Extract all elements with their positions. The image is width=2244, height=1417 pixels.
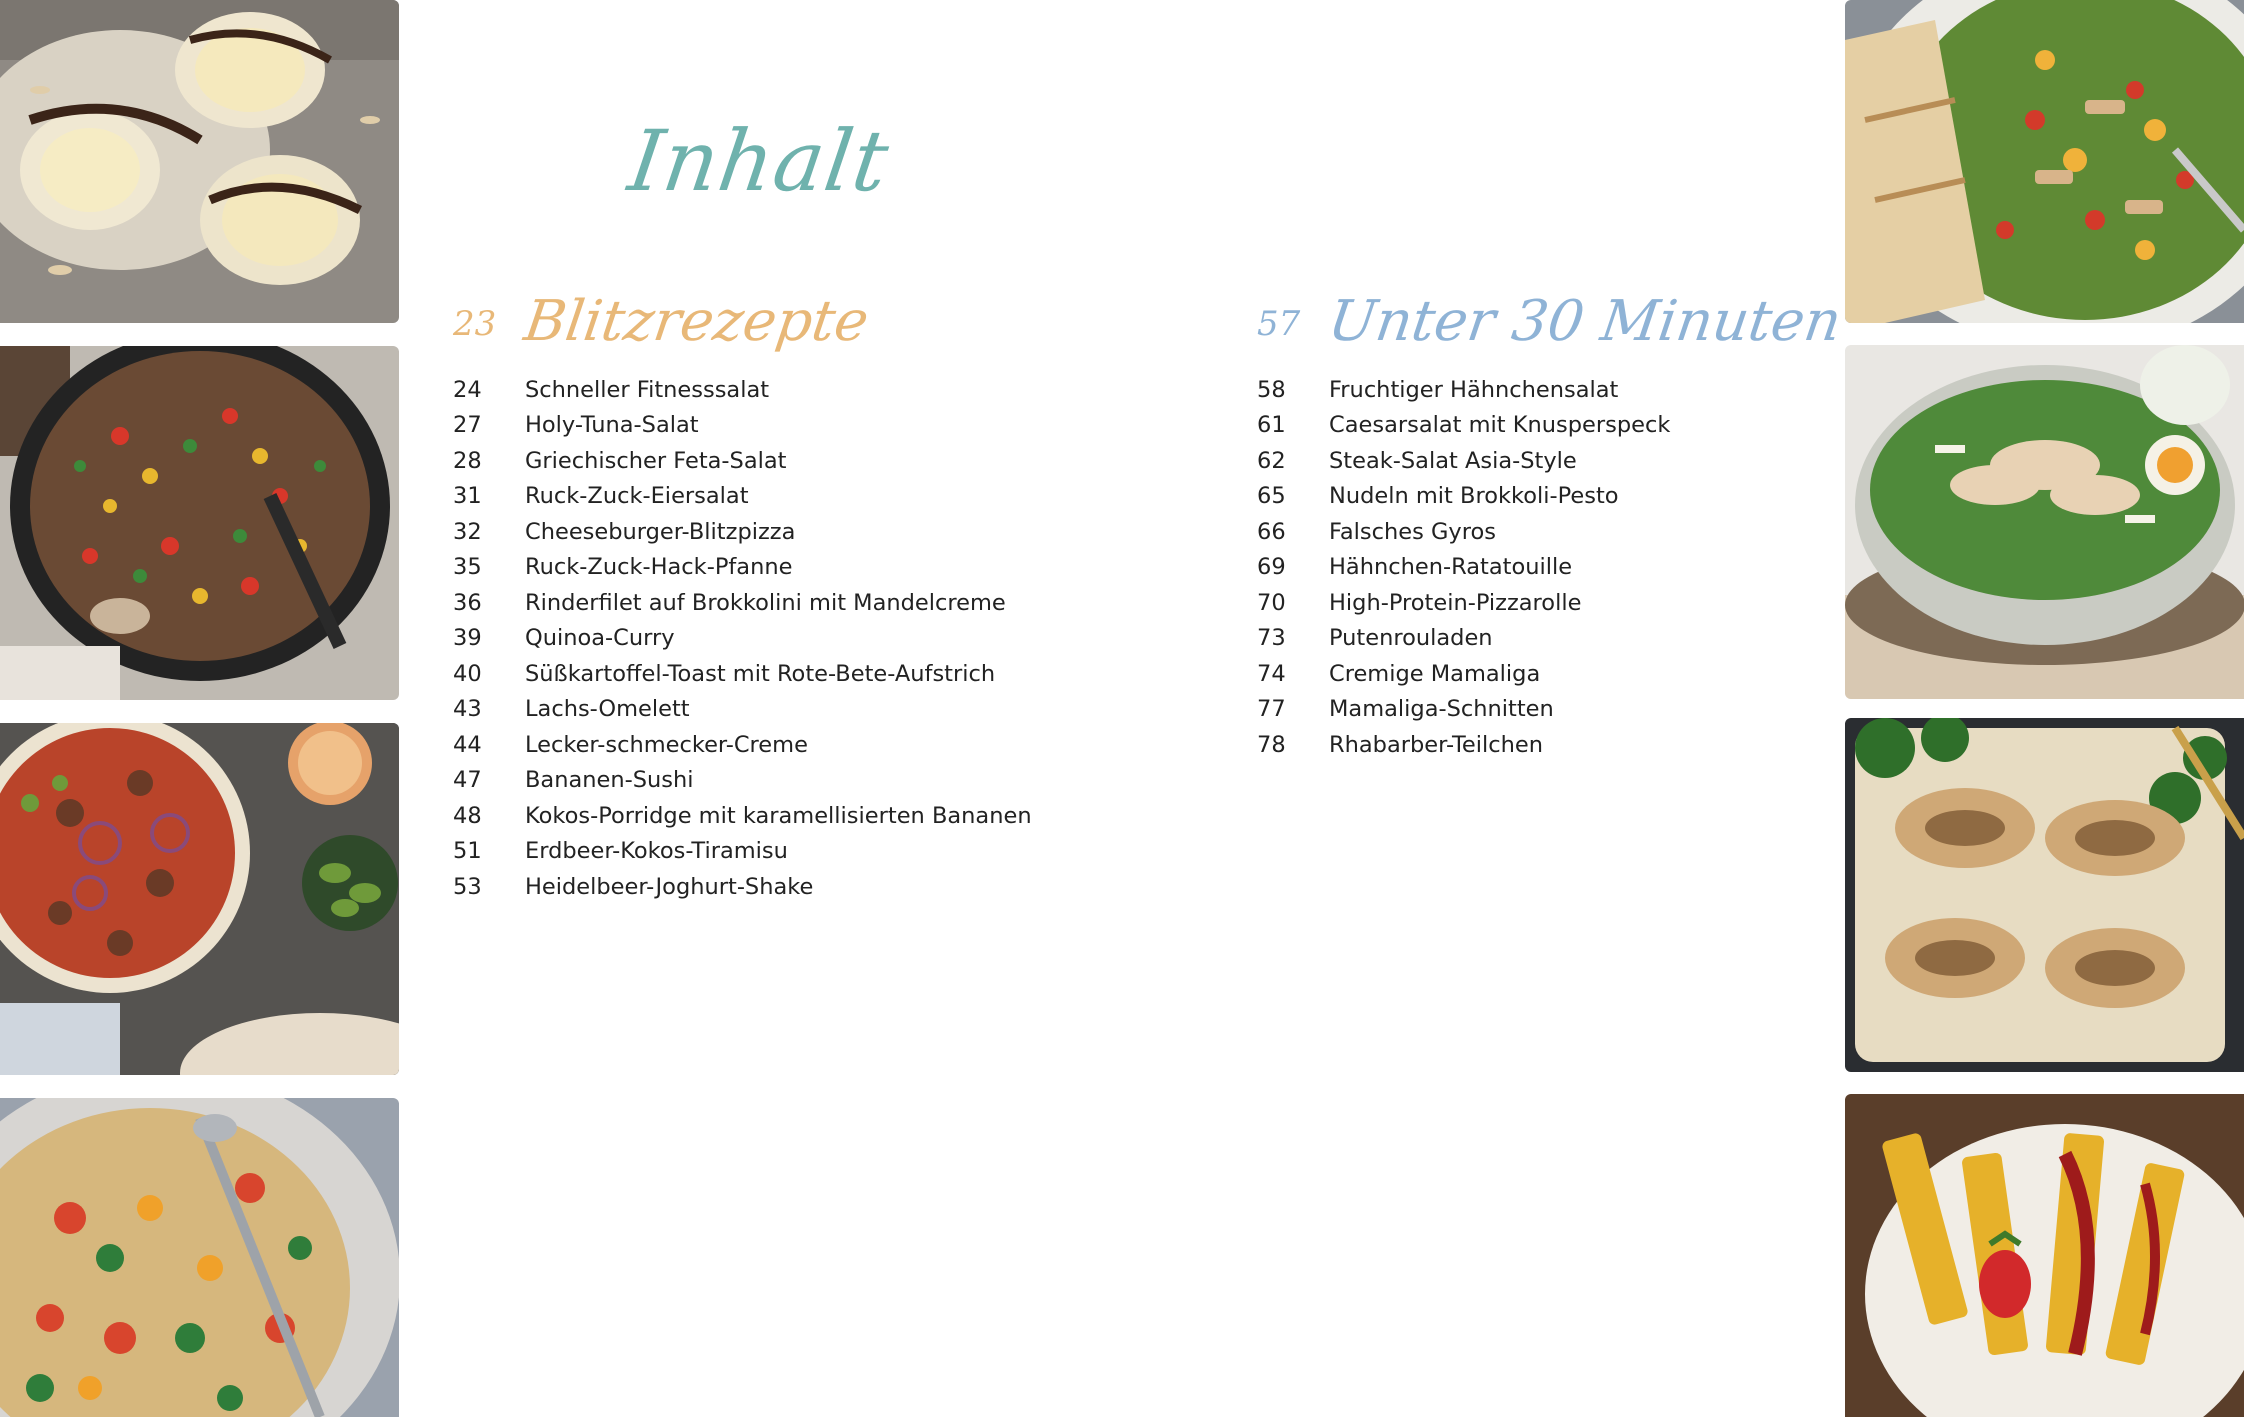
toc-entry [1257,479,1817,515]
toc-entry [453,692,1053,728]
photo-haehnchensalat [1845,0,2244,323]
toc-entry [1257,443,1817,479]
toc-entry [1257,408,1817,444]
toc-entry-page: 44 [453,731,482,758]
toc-entry [453,763,1053,799]
toc-entry-title: Quinoa-Curry [525,625,675,652]
toc-entry-title: Heidelbeer-Joghurt-Shake [525,873,814,900]
toc-entry-page: 47 [453,767,482,794]
toc-entry-title: Süßkartoffel-Toast mit Rote-Bete-Aufstrich [525,660,996,687]
photo-hack-pfanne [0,346,399,700]
photo-mamaliga-schnitten [1845,1094,2244,1417]
toc-entry [1257,656,1817,692]
toc-entry [453,621,1053,657]
toc-entry [453,443,1053,479]
toc-list [453,372,1053,905]
toc-entry [453,550,1053,586]
toc-entry [453,727,1053,763]
section-title: Unter 30 Minuten [1324,289,1846,354]
toc-entry-title: Cremige Mamaliga [1329,660,1541,687]
toc-entry-title: Fruchtiger Hähnchensalat [1329,376,1619,403]
toc-entry [453,408,1053,444]
toc-entry-page: 40 [453,660,482,687]
toc-entry-page: 70 [1257,589,1286,616]
toc-entry-page: 74 [1257,660,1286,687]
toc-entry [1257,585,1817,621]
toc-entry-page: 28 [453,447,482,474]
photo-blitzpizza [0,723,399,1075]
toc-entry-page: 39 [453,625,482,652]
section-header [453,278,1053,358]
toc-entry-title: Putenrouladen [1329,625,1493,652]
toc-entry-page: 66 [1257,518,1286,545]
toc-entry-title: Lecker-schmecker-Creme [525,731,808,758]
toc-entry-page: 31 [453,483,482,510]
toc-entry [1257,550,1817,586]
toc-entry-title: Holy-Tuna-Salat [525,412,699,439]
toc-entry-page: 62 [1257,447,1286,474]
toc-entry-title: High-Protein-Pizzarolle [1329,589,1582,616]
page-title: Inhalt [623,112,895,210]
section-header [1257,278,1846,358]
toc-entry-page: 27 [453,412,482,439]
toc-entry-title: Bananen-Sushi [525,767,694,794]
toc-entry [453,585,1053,621]
toc-entry-title: Erdbeer-Kokos-Tiramisu [525,838,788,865]
toc-entry-title: Rinderfilet auf Brokkolini mit Mandelcreme [525,589,1006,616]
section-blitzrezepte [453,278,1053,905]
toc-entry-page: 58 [1257,376,1286,403]
toc-entry-page: 78 [1257,731,1286,758]
section-unter-30-minuten [1257,278,1846,763]
toc-entry-page: 24 [453,376,482,403]
photo-banana-sushi [0,0,399,323]
toc-entry-page: 35 [453,554,482,581]
photo-caesarsalat [1845,345,2244,699]
toc-entry-page: 61 [1257,412,1286,439]
toc-entry-title: Nudeln mit Brokkoli-Pesto [1329,483,1619,510]
toc-entry-page: 32 [453,518,482,545]
toc-entry-title: Caesarsalat mit Knusperspeck [1329,412,1671,439]
toc-entry-page: 36 [453,589,482,616]
toc-entry-page: 73 [1257,625,1286,652]
photo-quinoa-curry [0,1098,399,1417]
section-page-number: 23 [453,304,497,344]
toc-entry-title: Falsches Gyros [1329,518,1496,545]
toc-entry-title: Ruck-Zuck-Hack-Pfanne [525,554,793,581]
toc-entry [453,798,1053,834]
section-title: Blitzrezepte [520,289,873,354]
section-page-number: 57 [1257,304,1301,344]
toc-entry [453,834,1053,870]
toc-entry-title: Rhabarber-Teilchen [1329,731,1543,758]
toc-entry [1257,727,1817,763]
toc-entry [453,514,1053,550]
toc-entry [453,372,1053,408]
toc-entry-title: Cheeseburger-Blitzpizza [525,518,796,545]
toc-entry-page: 69 [1257,554,1286,581]
toc-entry [1257,514,1817,550]
toc-entry-title: Steak-Salat Asia-Style [1329,447,1577,474]
toc-entry-page: 48 [453,802,482,829]
toc-entry [453,869,1053,905]
toc-entry-page: 77 [1257,696,1286,723]
toc-entry [1257,692,1817,728]
toc-list [1257,372,1817,763]
toc-entry-title: Lachs-Omelett [525,696,690,723]
toc-entry-title: Griechischer Feta-Salat [525,447,787,474]
toc-entry-page: 43 [453,696,482,723]
toc-entry-page: 53 [453,873,482,900]
toc-entry [1257,621,1817,657]
toc-entry [1257,372,1817,408]
toc-entry-page: 65 [1257,483,1286,510]
toc-entry-title: Schneller Fitnesssalat [525,376,770,403]
photo-putenrouladen [1845,718,2244,1072]
toc-entry-title: Mamaliga-Schnitten [1329,696,1554,723]
toc-entry-title: Hähnchen-Ratatouille [1329,554,1573,581]
toc-entry-title: Ruck-Zuck-Eiersalat [525,483,749,510]
toc-entry-page: 51 [453,838,482,865]
toc-entry-title: Kokos-Porridge mit karamellisierten Bananen [525,802,1032,829]
toc-entry [453,656,1053,692]
toc-entry [453,479,1053,515]
